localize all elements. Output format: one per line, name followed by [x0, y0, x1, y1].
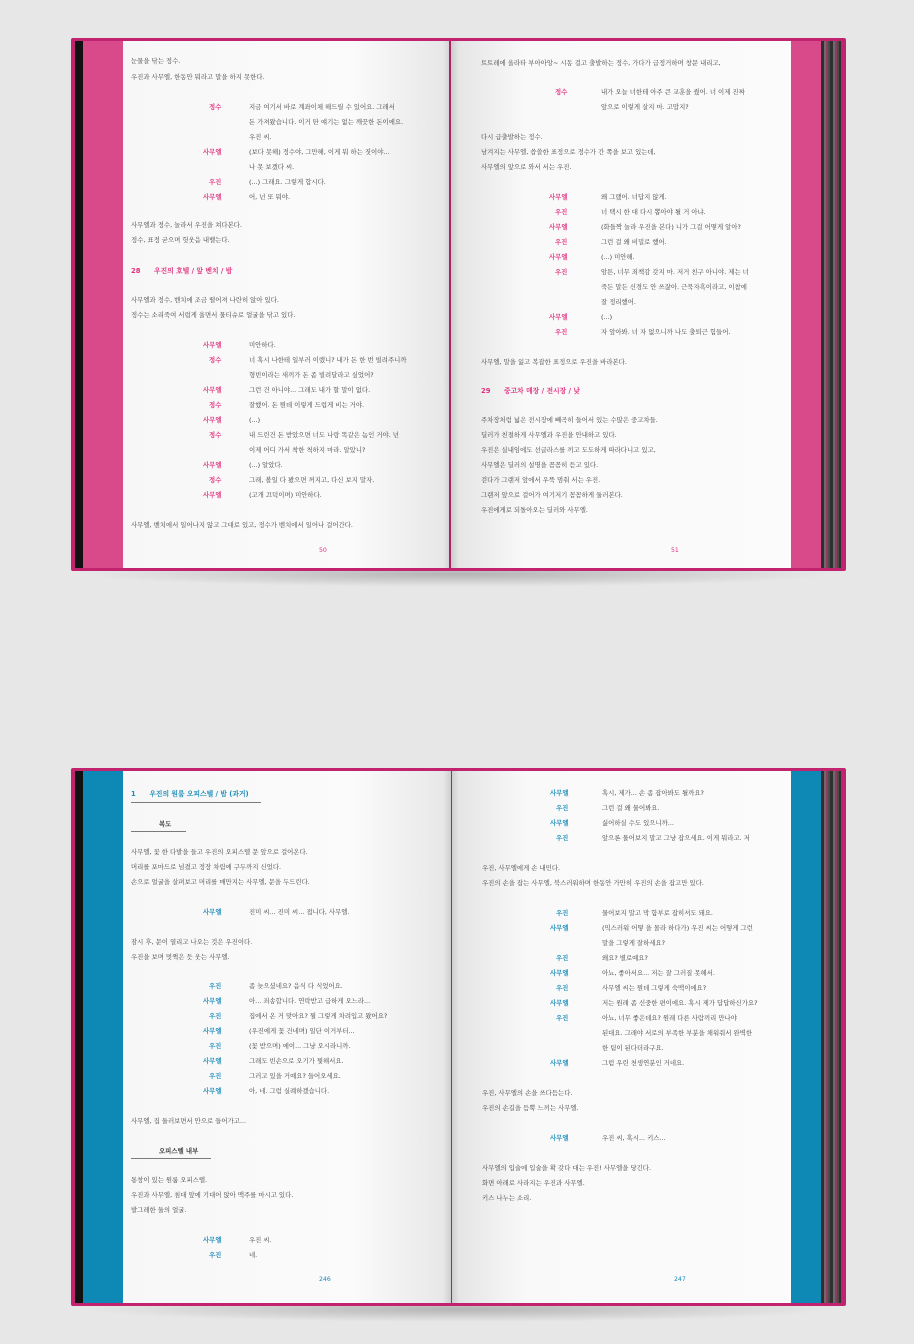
dialogue-line: 잘 정리했어.: [601, 298, 636, 306]
speaker-name: 사무엘: [203, 193, 222, 201]
speaker-name: 정수: [209, 476, 222, 484]
dialogue-line: 진미 씨... 진미 씨... 접니다, 사무엘.: [249, 908, 350, 916]
dialogue-line: 아뇨, 너무 좋은데요? 원래 다른 사람끼리 만나야: [602, 1014, 737, 1022]
action-line: 우진의 손을 잡는 사무엘, 북스러워하며 한동안 가만히 우진의 손을 잡고만 있다.: [482, 879, 704, 887]
dialogue-line: 그런 걸 왜 물어봐요.: [602, 804, 660, 812]
dialogue-line: (화들짝 놀라 우진을 본다) 니가 그걸 어떻게 알아?: [601, 223, 741, 231]
speaker-name: 우진: [556, 984, 569, 992]
speaker-name: 사무엘: [550, 1059, 569, 1067]
dialogue-line: 그럼 우린 천생연분인 거네요.: [602, 1059, 685, 1067]
right-color-band: [791, 41, 821, 568]
scene-heading: 1 우진의 원룸 오피스텔 / 밤 (과거): [131, 790, 249, 798]
speaker-name: 우진: [556, 804, 569, 812]
page-edge-right: [821, 41, 841, 568]
scene-heading: 28 우진의 호텔 / 앞 벤치 / 밤: [131, 267, 233, 275]
speaker-name: 우진: [555, 208, 568, 216]
left-page: [123, 41, 449, 568]
speaker-name: 우진: [209, 178, 222, 186]
dialogue-line: 왜 그랬어. 너답지 않게.: [601, 193, 667, 201]
page-number: 247: [674, 1276, 686, 1283]
speaker-name: 정수: [209, 103, 222, 111]
book-gutter: [443, 771, 459, 1303]
dialogue-line: (...): [249, 416, 261, 424]
right-page: [451, 41, 791, 568]
dialogue-line: 한 팀이 된다더라구요.: [602, 1044, 664, 1052]
action-line: 사무엘, 집 둘러보면서 안으로 들어가고...: [131, 1117, 247, 1125]
speaker-name: 정수: [555, 88, 568, 96]
dialogue-line: (...) 그래요. 그렇게 합시다.: [249, 178, 326, 186]
dialogue-line: 그런 건 아니야... 그래도 내가 할 말이 없다.: [249, 386, 371, 394]
speaker-name: 사무엘: [549, 313, 568, 321]
action-line: 통창이 있는 원룸 오피스텔.: [131, 1176, 208, 1184]
speaker-name: 정수: [209, 431, 222, 439]
dialogue-line: (꽃 받으며) 에이... 그냥 오시라니까.: [249, 1042, 351, 1050]
speaker-name: 우진: [209, 1072, 222, 1080]
dialogue-line: 아, 네. 그럼 실례하겠습니다.: [249, 1087, 330, 1095]
dialogue-line: 지금 여기서 바로 계좌이체 해드릴 수 있어요. 그래서: [249, 103, 395, 111]
dialogue-line: 자 앞아봐. 너 자 없으니까 나도 출퇴근 힘들어.: [601, 328, 731, 336]
left-color-band: [83, 41, 123, 568]
left-page: [123, 771, 451, 1303]
sub-location-rule: [131, 831, 186, 832]
action-line: 우진과 사무엘, 침대 앞에 기대어 앉아 맥주를 마시고 있다.: [131, 1191, 294, 1199]
dialogue-line: 너 혹시 나한테 일부러 이랬니? 내가 돈 한 번 빌려주니까: [249, 356, 407, 364]
speaker-name: 우진: [556, 909, 569, 917]
dialogue-line: 형빈이라는 새끼가 돈 좀 빌려달라고 싶었어?: [249, 371, 374, 379]
speaker-name: 사무엘: [203, 416, 222, 424]
dialogue-line: 그래도 빈손으로 오기가 뭣해서요.: [249, 1057, 344, 1065]
speaker-name: 우진: [555, 328, 568, 336]
dialogue-line: 미안하다.: [249, 341, 276, 349]
dialogue-line: 아... 죄송합니다. 연락받고 급하게 오느라...: [249, 997, 371, 1005]
speaker-name: 사무엘: [203, 1057, 222, 1065]
dialogue-line: 싫어하실 수도 있으니까...: [602, 819, 674, 827]
speaker-name: 사무엘: [203, 491, 222, 499]
dialogue-line: 그래, 볼일 다 봤으면 꺼지고, 다신 보지 말자.: [249, 476, 375, 484]
page-number: 246: [319, 1276, 331, 1283]
speaker-name: 우진: [555, 238, 568, 246]
action-line: 사무엘과 정수, 벤치에 조금 떨어져 나란히 앉아 있다.: [131, 296, 279, 304]
sub-location: 오피스텔 내부: [159, 1147, 199, 1155]
action-line: 화면 아래로 사라지는 우진과 사무엘.: [482, 1179, 585, 1187]
action-line: 걷다가 그랜저 앞에서 우뚝 멈춰 서는 우진.: [481, 476, 601, 484]
dialogue-line: 암튼, 너무 죄책감 갖지 마. 저거 친구 아니야. 제는 너: [601, 268, 749, 276]
dialogue-line: 나 못 보겠다 씨.: [249, 163, 295, 171]
action-line: 다시 급출발하는 정수.: [481, 133, 543, 141]
speaker-name: 사무엘: [549, 193, 568, 201]
speaker-name: 우진: [209, 1042, 222, 1050]
speaker-name: 우진: [556, 954, 569, 962]
action-line: 우진, 사무엘에게 손 내민다.: [482, 864, 561, 872]
dialogue-line: 앞으로 이렇게 살지 마. 고맙지?: [601, 103, 689, 111]
action-line: 딜러가 친절하게 사무엘과 우진을 안내하고 있다.: [481, 431, 617, 439]
action-line: 우진에게로 되돌아오는 딜러와 사무엘.: [481, 506, 588, 514]
dialogue-line: 그런 걸 왜 비밀로 했어.: [601, 238, 667, 246]
dialogue-line: 내 드린건 돈 받았으면 너도 나랑 똑같은 놈인 거야. 넌: [249, 431, 399, 439]
action-line: 사무엘의 입술에 입술을 확 갖다 대는 우진! 사무엘을 당긴다.: [482, 1164, 652, 1172]
page-number: 51: [671, 547, 679, 554]
speaker-name: 사무엘: [203, 461, 222, 469]
action-line: 사무엘과 정수, 놀라서 우진을 쳐다본다.: [131, 221, 242, 229]
action-line: 주차장처럼 넓은 전시장에 빼곡히 들어서 있는 수많은 중고차들.: [481, 416, 658, 424]
sub-location: 복도: [159, 820, 172, 828]
action-line: 키스 나누는 소리.: [482, 1194, 532, 1202]
speaker-name: 정수: [209, 401, 222, 409]
dialogue-line: 네.: [249, 1251, 258, 1259]
speaker-name: 우진: [209, 982, 222, 990]
dialogue-line: 아뇨, 좋아서요... 저는 잘 그러질 못해서.: [602, 969, 715, 977]
action-line: 그랜저 앞으로 걸어가 여기저기 꼼꼼하게 둘러본다.: [481, 491, 623, 499]
scene-heading: 29 중고차 매장 / 전시장 / 낮: [481, 387, 580, 395]
action-line: 사무엘, 꽃 한 다발을 들고 우진의 오피스텔 문 앞으로 걸어온다.: [131, 848, 308, 856]
speaker-name: 우진: [556, 1014, 569, 1022]
dialogue-line: 집에서 온 거 맞아요? 뭘 그렇게 차려입고 왔어요?: [249, 1012, 388, 1020]
dialogue-line: 앞으론 물어보지 말고 그냥 잡으세요. 이게 뭐라고. 저: [602, 834, 750, 842]
speaker-name: 우진: [555, 268, 568, 276]
dialogue-line: 말을 그렇게 잘하세요?: [602, 939, 666, 947]
action-line: 정수는 소리죽여 서럽게 울면서 물티슈로 얼굴을 닦고 있다.: [131, 311, 296, 319]
dialogue-line: 우진 씨.: [249, 1236, 272, 1244]
speaker-name: 사무엘: [550, 789, 569, 797]
speaker-name: 사무엘: [203, 908, 222, 916]
dialogue-line: 혹시, 제가... 손 좀 잡아봐도 될까요?: [602, 789, 704, 797]
dialogue-line: 그러고 있을 거예요? 들어오세요.: [249, 1072, 341, 1080]
left-color-band: [83, 771, 123, 1303]
speaker-name: 사무엘: [203, 1087, 222, 1095]
dialogue-line: 이제 어디 가서 착한 척하지 마라. 알았니?: [249, 446, 366, 454]
speaker-name: 사무엘: [203, 1027, 222, 1035]
dialogue-line: 죽든 말든 신경도 안 쓰잖아. 근묵자흑이라고, 이참에: [601, 283, 747, 291]
dialogue-line: 내가 오늘 너한테 아주 큰 교훈을 줬어. 너 이제 진짜: [601, 88, 745, 96]
dialogue-line: 우진 씨.: [249, 133, 272, 141]
speaker-name: 사무엘: [203, 341, 222, 349]
action-line: 정수, 표정 굳으며 헛웃음 내뱉는다.: [131, 236, 230, 244]
right-color-band: [791, 771, 821, 1303]
speaker-name: 사무엘: [550, 999, 569, 1007]
dialogue-line: (믹스러워 어떻 을 몰라 하다가) 우진 씨는 어떻게 그런: [602, 924, 753, 932]
speaker-name: 사무엘: [549, 253, 568, 261]
action-line: 눈물을 닦는 정수.: [131, 57, 181, 65]
page-number: 50: [319, 547, 327, 554]
speaker-name: 정수: [209, 356, 222, 364]
dialogue-line: (...) 미안해.: [601, 253, 635, 261]
action-line: 사무엘, 벤치에서 일어나지 않고 그대로 있고, 정수가 벤치에서 일어나 걸어간다.: [131, 521, 353, 529]
action-line: 사무엘은 딜러의 설명을 꼼꼼히 듣고 있다.: [481, 461, 599, 469]
speaker-name: 사무엘: [203, 386, 222, 394]
action-line: 사무엘, 말을 잃고 복잡한 표정으로 우진을 바라본다.: [481, 358, 627, 366]
dialogue-line: 된대요. 그래야 서로의 부족한 부분을 채워줘서 완벽한: [602, 1029, 753, 1037]
speaker-name: 사무엘: [550, 1134, 569, 1142]
speaker-name: 사무엘: [203, 997, 222, 1005]
page-edge-left: [75, 41, 83, 568]
page-edge-left: [75, 771, 83, 1303]
dialogue-line: (...) 알았다.: [249, 461, 283, 469]
right-page: [452, 771, 791, 1303]
dialogue-line: 어, 넌 또 뭐야.: [249, 193, 291, 201]
speaker-name: 우진: [209, 1012, 222, 1020]
speaker-name: 우진: [556, 834, 569, 842]
speaker-name: 사무엘: [550, 819, 569, 827]
action-line: 우진은 실내임에도 선글라스를 끼고 도도하게 따라다니고 있고,: [481, 446, 656, 454]
speaker-name: 사무엘: [550, 969, 569, 977]
speaker-name: 사무엘: [549, 223, 568, 231]
action-line: 우진, 사무엘의 손을 쓰다듬는다.: [482, 1089, 573, 1097]
speaker-name: 사무엘: [203, 148, 222, 156]
book-spread-2: [71, 768, 846, 1306]
dialogue-line: 저는 원래 좀 신중한 편이에요. 혹시 제가 답답하신가요?: [602, 999, 758, 1007]
dialogue-line: 돈 가져왔습니다. 이거 딴 얘기는 없는 깨끗한 돈이에요.: [249, 118, 404, 126]
dialogue-line: 우진 씨, 혹시... 키스...: [602, 1134, 666, 1142]
dialogue-line: 너 택시 한 대 다시 뽑아야 될 거 아냐.: [601, 208, 706, 216]
dialogue-line: 물어보지 말고 막 함부로 잡히셔도 돼요.: [602, 909, 713, 917]
page-edge-right: [821, 771, 841, 1303]
action-line: 남겨지는 사무엘, 씁쓸한 표정으로 정수가 간 쪽을 보고 있는데,: [481, 148, 656, 156]
speaker-name: 우진: [209, 1251, 222, 1259]
action-line: 발그레한 둘의 얼굴.: [131, 1206, 187, 1214]
dialogue-line: 왜요? 별로예요?: [602, 954, 648, 962]
dialogue-line: (우진에게 꽃 건네며) 일단 이거부터...: [249, 1027, 355, 1035]
speaker-name: 사무엘: [550, 924, 569, 932]
action-line: 잠시 후, 문이 열리고 나오는 것은 우진이다.: [131, 938, 253, 946]
action-line: 우진의 손길을 듬뿍 느끼는 사무엘.: [482, 1104, 579, 1112]
dialogue-line: 잘했어. 돈 뭔데 이렇게 드럽게 비는 거야.: [249, 401, 365, 409]
action-line: 우진을 보며 멋쩍은 듯 웃는 사무엘.: [131, 953, 230, 961]
dialogue-line: (보다 못해) 정수야, 그만해, 이게 뭐 하는 짓이야...: [249, 148, 390, 156]
action-line: 사무엘의 앞으로 와서 서는 우진.: [481, 163, 572, 171]
speaker-name: 사무엘: [203, 1236, 222, 1244]
dialogue-line: 사무엘 씨는 뭔데 그렇게 숙맥이에요?: [602, 984, 707, 992]
action-line: 우진과 사무엘, 한동안 뭐라고 말을 하지 못한다.: [131, 73, 265, 81]
sub-location-rule: [131, 1158, 211, 1159]
action-line: 트트레에 올라타 부아아앙~ 시동 걸고 출발하는 정수, 가다가 급정거하며 창문 내리고,: [481, 59, 721, 67]
book-spread-1: [71, 38, 846, 571]
action-line: 머리를 포마드로 넘겼고 정장 차림에 구두까지 신었다.: [131, 863, 282, 871]
scene-heading-rule: [131, 802, 261, 803]
dialogue-line: (고개 끄덕이며) 미안하다.: [249, 491, 322, 499]
dialogue-line: 좀 늦으셨네요? 음식 다 식었어요.: [249, 982, 343, 990]
dialogue-line: (...): [601, 313, 613, 321]
action-line: 손으로 얼굴을 살펴보고 머리를 매만지는 사무엘, 문을 두드린다.: [131, 878, 310, 886]
book-gutter: [443, 41, 459, 568]
